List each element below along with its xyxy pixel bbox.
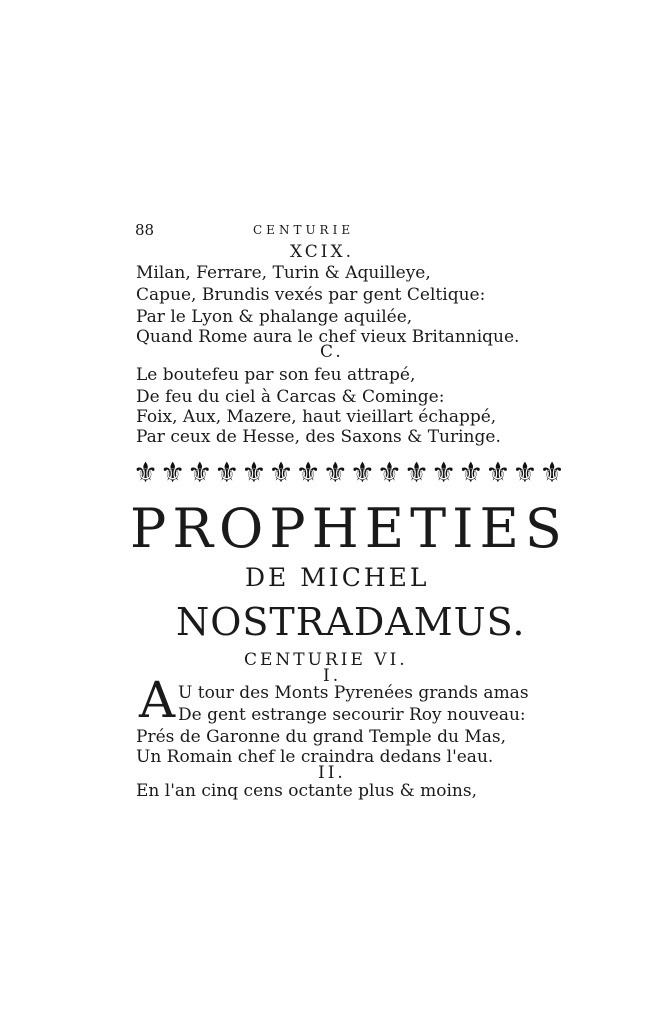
verse-line: De feu du ciel à Carcas & Cominge:: [136, 387, 445, 407]
verse-line: En l'an cinq cens octante plus & moins,: [136, 781, 477, 801]
verse-line: De gent estrange secourir Roy nouveau:: [178, 705, 526, 725]
verse-line: Un Romain chef le craindra dedans l'eau.: [136, 747, 494, 767]
page-header: [135, 221, 475, 241]
quatrain-number: I.: [323, 666, 342, 686]
drop-cap: A: [139, 671, 176, 729]
quatrain-number: II.: [318, 763, 346, 783]
verse-line: Par le Lyon & phalange aquilée,: [136, 307, 413, 327]
title-sub: DE MICHEL: [245, 563, 430, 592]
verse-line: Capue, Brundis vexés par gent Celtique:: [136, 285, 486, 305]
running-head: CENTURIE: [253, 223, 355, 237]
page-number: 88: [135, 221, 155, 239]
verse-line: Milan, Ferrare, Turin & Aquilleye,: [136, 263, 431, 283]
verse-line: Quand Rome aura le chef vieux Britannique.: [136, 327, 520, 347]
verse-line: Prés de Garonne du grand Temple du Mas,: [136, 727, 507, 747]
century-heading: CENTURIE VI.: [244, 650, 408, 670]
quatrain-number: XCIX.: [290, 242, 355, 262]
verse-line: U tour des Monts Pyrenées grands amas: [178, 683, 529, 703]
verse-line: Par ceux de Hesse, des Saxons & Turinge.: [136, 427, 501, 447]
title-author: NOSTRADAMUS.: [176, 600, 526, 644]
verse-line: Le boutefeu par son feu attrapé,: [136, 365, 416, 385]
title-main: PROPHETIES: [130, 497, 568, 560]
quatrain-number: C.: [320, 342, 344, 362]
fleur-de-lis-ornament: ⚜⚜⚜⚜⚜⚜⚜⚜⚜⚜⚜⚜⚜⚜⚜⚜: [133, 456, 567, 489]
verse-line: Foix, Aux, Mazere, haut vieillart échappé,: [136, 407, 497, 427]
